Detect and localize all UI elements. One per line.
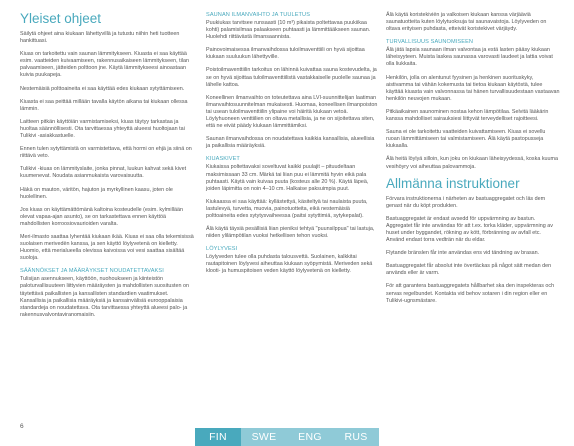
paragraph: Laitteen pitkän käyttöiän varmistamiseksi, kiuas täytyy tarkastaa ja huoltaa säännöllisesti. Ota tarvittaessa yhteyttä alueesi huoltojaan tai Tulikivi -asiakkastuelle. [20,118,185,140]
paragraph: Ennen tulen sytyttämistä on varmistettava, että hormi on ehjä ja siinä on riittävä veto. [20,146,192,160]
paragraph: Nestemäisiä polttoaineita ei saa käyttää edes kiukaan sytyttämiseen. [20,85,185,92]
column-3 [386,12,560,311]
paragraph: Bastuaggregatet är endast avsedd för uppvärmning av bastun. Aggregatet får inte användas för att t.ex. torka kläder, uppvärmning av huset under byggandet, rökning av kött, förbränning av avfall etc. Använd endast torra vedträn när du eldar. [386,215,553,244]
paragraph: Förvara instruktionerna i närheten av bastuaggregatet och läs dem genast när du köpt produkten. [386,195,546,209]
paragraph: Älä heitä löylyä silloin, kun joku on kiukaan läheisyydessä, koska kuuma vesihöyry voi aiheuttaa palovammoja. [386,156,558,170]
paragraph: Saunan ilmanvaihdossa on noudatettava kaikkia kansallisia, alueellisia ja paikallisia määräyksiä. [206,136,375,150]
section-heading-steam: LÖYLYVESI [206,246,238,253]
paragraph: Kiuas on tarkoitettu vain saunan lämmitykseen. Kiuasta ei saa käyttää esim. vaatteiden kuivaamiseen, rakennusaikaiseen lämmitykseen, tilan palvaamiseen, jätteiden polttoon jne. Käytä lämmitykseesi ainoastaan kuivia puukapeja. [20,51,189,79]
column-1 [20,12,194,325]
paragraph: Tulikivi -kiuas on lämmityslaite, jonka pinnat, luukun kahvat sekä kivet kuumenevat. Noudata asianmukaista varovaisuutta. [20,166,187,180]
section-heading-standards: SÄÄNNÖKSET JA MÄÄRÄYKSET NOUDATETTAVAKSI [20,268,164,275]
paragraph: Kiukaassa ei saa käyttää: kyllästettyä, käsiteltyä tai naulaista puuta, lastulevyä, turvetta, muovia, painotuotteita, eikä nestemäisiä polttoaineita edes sytytysvaiheessa (paitsi sytyttimiä, sytykepalat). [206,198,368,219]
paragraph: Puukiukas tarvitsee runsaasti (10 m³) pikaista poltettavaa puukiikaa kohti) palamisilmaa palaakseen puhtaasti ja lämmittääkseen saunan. Huolehdi riittävästä ilmansaannista. [206,20,371,41]
paragraph: Meri-ilmasto saattaa lyhentää kiukaan ikää. Kiuas ei saa olla tekemisissä suolaisen merivedën kanssa, ja sen käyttö löylyvetenä on kielletty. Huomio, että merialueella olevissa kaivoissa voi vesi saattaa sisältää suoloja. [20,233,194,262]
section-heading-ventilation: SAUNAN ILMANVAIHTO JA TUULETUS [206,12,311,18]
paragraph: Löylyveden tulee olla puhdasta talousvettä. Suolainen, kalkkitai rautapitoinen löylyvesi aiheuttaa kiukaan syöpymistä. Meriveden sekä klooti- ja humuspitoisen veden käyttö löylyvetenä on kielletty. [206,254,373,275]
column-2 [206,12,380,282]
paragraph: Sauna ei ole tarkoitettu vaatteiden kuivattamiseen. Kiuas ei sovellu ruoan lämmittämiseen tai valmistamiseen. Älä käytä pastopusseja kiukaalla. [386,129,546,150]
paragraph: Kiuasta ei saa peittää millään tavalla käytön aikana tai kiukaan ollessa lämmin. [20,98,188,112]
section-heading-stones: KIUASKIVET [206,156,240,163]
paragraph: För att garantera bastuaggregatets hållbarhet ska den inspekteras och servas regelbundet. Kontakta vid behov sotaren i din region eller en Tulikivi-ugnsmästare. [386,283,555,304]
paragraph: Jos kiuas on käyttämättömänä kaltoina kosteudelle (esim. kylmillään olevat vapaa-ajan asunto), se on tarkastettava ennen käyttöä mahdollisten korroosiovaurioiden varalta. [20,206,183,227]
paragraph: Pitkäaikainen saunominen nostaa kehon lämpötilaa. Selvitä lääkärin kanssa mahdolliset sairauksiesi liittyvät terveydelliset rajoitteesi. [386,108,549,123]
tab-eng[interactable]: ENG [287,428,333,446]
paragraph: Bastuaggregatet får absolut inte övertäckas på något sätt medan den används eller är varm. [386,263,552,277]
paragraph: Kiukaissa poltettavaksi soveltuvat kaikki puulajit – pituudeltaan maksimissaan 33 cm. Märkä tai liian puu ei lämmitä hyvin eikä pala puhtaasti. Käytä vain kuivaa puuta (kosteus alle 20 %). Käytä läpeä, joiden läpimitta on noin 4–10 cm. Halkaise paksuimpia puut. [206,164,369,192]
language-tabs [0,428,574,446]
page-title: Yleiset ohjeet [20,11,102,26]
paragraph: Poistoilmaventtiilin tarkoitus on lähinnä kuivattaa sauna kostevudelta, ja se on hyvä sijoittaa tuloilmaventtiilistä vastakkaiselle puolelle saunaa ja lähelle kattoa. [206,67,377,88]
paragraph: Säilytä ohjeet aina kiukaan lähettyvillä ja tutustu niihin heti tuotteen hankittuasi. [20,31,180,45]
tab-rus[interactable]: RUS [333,428,379,446]
tab-swe[interactable]: SWE [241,428,287,446]
section-heading-safety: TURVALLISUUS SAUNOMISEEN [386,39,474,46]
paragraph: Älä käytä koristekiviën ja valkoisen kiukaan kanssa värjääviä saunatuotteita kuten löylytuoksuja tai saunavaistoja. Löylyveden on oltava erityisen puhdasta, etteivät koristekivet värjäydy. [386,12,547,33]
tab-fin[interactable]: FIN [195,428,241,446]
paragraph: Älä jätä lapsia saunaan ilman valvontaa ja estä lasten pääsy kiukaan läheisyyteen. Muista laskea saunassa varovasti laudeet ja lattia voivat olla liukkaita. [386,47,553,68]
paragraph: Älä käytä täysiä pesällisiä liian pieniksi tehtyä "puunsilppua" tai lastuja, niiden ylilämpötilan vuoksi hetkellisen tehon vuoksi. [206,226,375,240]
paragraph: Tulisijan asennukseen, käyttöön, nuohoukseen ja kiinteistön paloturvallisuuteen liittyvien määräysten ja mahdollisten suositusten on täytettävä paikallisten ja kansallisten standardien vaatimukset. Kansallisia ja paikallisia määräyksiä ja kansainvälisiä eurooppalaisia standardeja on noudatettava. Ota tarvittaessa yhteyttä alueesi palo- ja rakennusvalvontaviranomaisiin. [20,276,189,318]
paragraph: Henkilön, jolla on alentunut fyysinen ja henkinen suorituskyky, aistivamma tai vähän kokemusta tai tietoa kiukaan käytöstä, tulee käyttää kiuasta vain valvonnassa tai hänen turvallisuudestaan vastaavan henkilön neuvojen mukaan. [386,74,560,102]
paragraph: Häkä on mauton, väritön, hajuton ja myrkyllinen kaasu, joten ole huolellinen. [20,186,173,200]
paragraph: Painovoimaisessa ilmanvaihdossa tuloilmaventtiili on hyvä sijoittaa kiukaan suuluukun lähettyville. [206,47,365,61]
paragraph: Flytande bränslen får inte användas ens vid tändning av brasan. [386,250,540,257]
section-title-swedish: Allmänna instruktioner [386,175,520,191]
page-number: 6 [20,423,24,430]
paragraph: Koneellinen ilmanvaihto on toteutettava aina LVI-suunnittelijan laatiman ilmanvaihtosuunnitelman mukaisesti. Huomaa, koneellisen ilmanpoiston tai usean tuloilmaventtiilin ylipaine voi häiritä kiukaan vetoä. Löylyhuoneen venttiilien on oltava metallisia, ja ne on sijoitettava siten, että ne eivät päädy kiukaan lämmittämiksi. [206,94,378,130]
